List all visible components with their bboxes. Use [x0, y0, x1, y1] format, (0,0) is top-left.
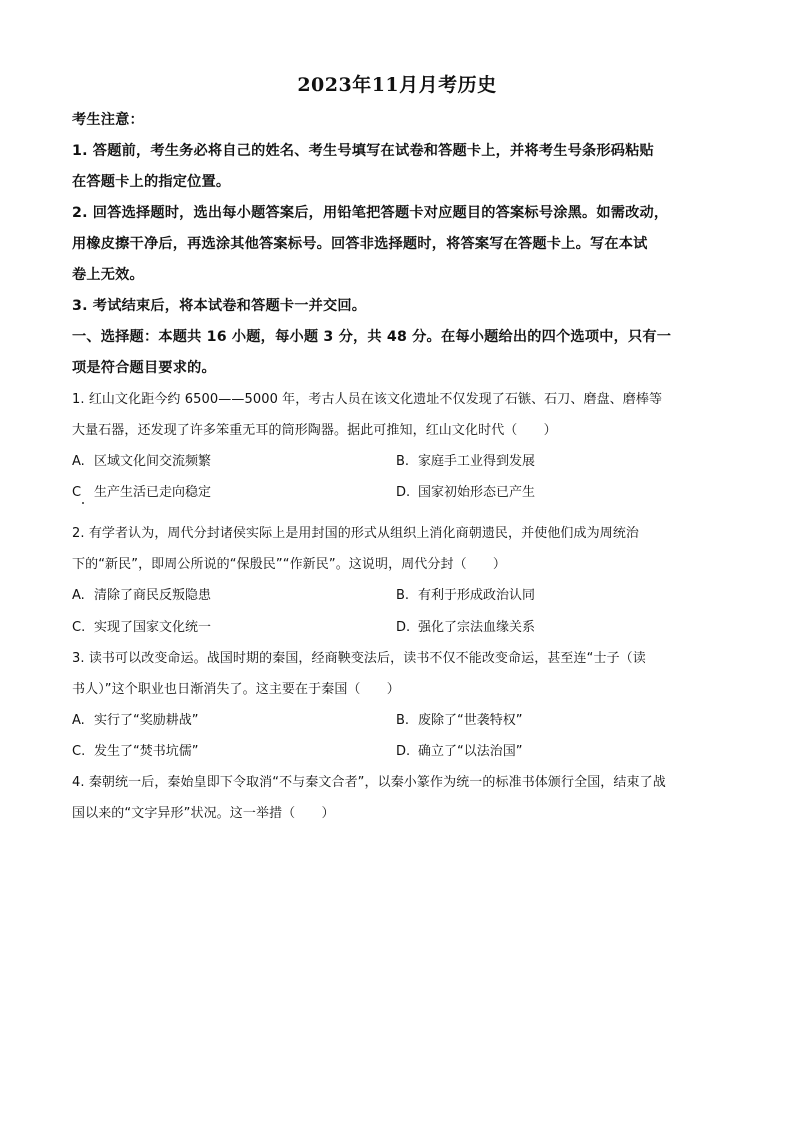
question-1-option-b	[396, 452, 535, 472]
question-3-option-c	[72, 742, 198, 762]
option-text: 国家初始形态已产生	[418, 485, 536, 500]
question-3-stem: 书人）”这个职业也日渐消失了。这主要在于秦国（ ）	[72, 682, 400, 697]
notice-heading: 考生注意：	[72, 112, 144, 128]
option-text: 废除了“世袭特权”	[418, 713, 523, 728]
option-text: 家庭手工业得到发展	[418, 454, 536, 469]
option-text: 实现了国家文化统一	[94, 620, 212, 635]
option-letter: A.	[72, 588, 85, 603]
question-3-option-a	[72, 711, 198, 731]
question-1-stem: 大量石器，还发现了许多笨重无耳的筒形陶器。据此可推知，红山文化时代（ ）	[72, 423, 557, 438]
notice-line: 在答题卡上的指定位置。	[72, 174, 231, 190]
section-header-line: 项是符合题目要求的。	[72, 360, 216, 376]
option-text: 清除了商民反叛隐患	[94, 588, 212, 603]
option-text: 有利于形成政治认同	[418, 588, 536, 603]
option-letter: A.	[72, 713, 85, 728]
option-text: 强化了宗法血缘关系	[418, 620, 536, 635]
question-1-option-a	[72, 452, 211, 472]
option-letter: B.	[396, 454, 410, 469]
option-text: 实行了“奖励耕战”	[94, 713, 199, 728]
question-3-stem: 3. 读书可以改变命运。战国时期的秦国，经商鞅变法后，读书不仅不能改变命运，甚至连“士子（读	[72, 651, 646, 666]
notice-line: 2. 回答选择题时，选出每小题答案后，用铅笔把答题卡对应题目的答案标号涂黑。如需改动，	[72, 205, 669, 221]
section-header-line: 一、选择题：本题共 16 小题，每小题 3 分，共 48 分。在每小题给出的四个选项中，只有一	[72, 329, 672, 345]
option-letter: B.	[396, 588, 410, 603]
question-2-stem: 下的“新民”，即周公所说的“保殷民”“作新民”。这说明，周代分封（ ）	[72, 557, 507, 572]
notice-line: 卷上无效。	[72, 267, 144, 283]
stray-mark	[82, 502, 84, 504]
option-letter: A.	[72, 454, 85, 469]
notice-line: 用橡皮擦干净后，再选涂其他答案标号。回答非选择题时，将答案写在答题卡上。写在本试	[72, 236, 648, 252]
option-letter: D.	[396, 485, 411, 500]
question-2-option-b	[396, 586, 535, 606]
page-title: 2023年11月月考历史	[297, 74, 497, 96]
question-3-option-b	[396, 711, 522, 731]
option-letter: C.	[72, 620, 86, 635]
option-text: 区域文化间交流频繁	[94, 454, 212, 469]
option-letter: C.	[72, 744, 86, 759]
option-text: 生产生活已走向稳定	[94, 485, 212, 500]
question-2-option-a	[72, 586, 211, 606]
notice-line: 1. 答题前，考生务必将自己的姓名、考生号填写在试卷和答题卡上，并将考生号条形码粘贴	[72, 143, 654, 159]
question-1-option-c	[72, 483, 211, 503]
question-3-option-d	[396, 742, 522, 762]
question-4-stem: 4. 秦朝统一后，秦始皇即下令取消“不与秦文合者”，以秦小篆作为统一的标准书体颁行全国，结束了战	[72, 775, 666, 790]
option-letter: B.	[396, 713, 410, 728]
option-letter: C	[72, 485, 82, 500]
option-letter: D.	[396, 620, 411, 635]
option-text: 发生了“焚书坑儒”	[94, 744, 199, 759]
question-2-option-c	[72, 618, 211, 638]
question-1-stem: 1. 红山文化距今约 6500——5000 年，考古人员在该文化遗址不仅发现了石镞、石刀、磨盘、磨棒等	[72, 392, 663, 407]
option-letter: D.	[396, 744, 411, 759]
question-2-stem: 2. 有学者认为，周代分封诸侯实际上是用封国的形式从组织上消化商朝遗民，并使他们成为周统治	[72, 526, 640, 541]
question-2-option-d	[396, 618, 535, 638]
question-4-stem: 国以来的“文字异形”状况。这一举措（ ）	[72, 806, 335, 821]
question-1-option-d	[396, 483, 535, 503]
notice-line: 3. 考试结束后，将本试卷和答题卡一并交回。	[72, 298, 367, 314]
option-text: 确立了“以法治国”	[418, 744, 523, 759]
